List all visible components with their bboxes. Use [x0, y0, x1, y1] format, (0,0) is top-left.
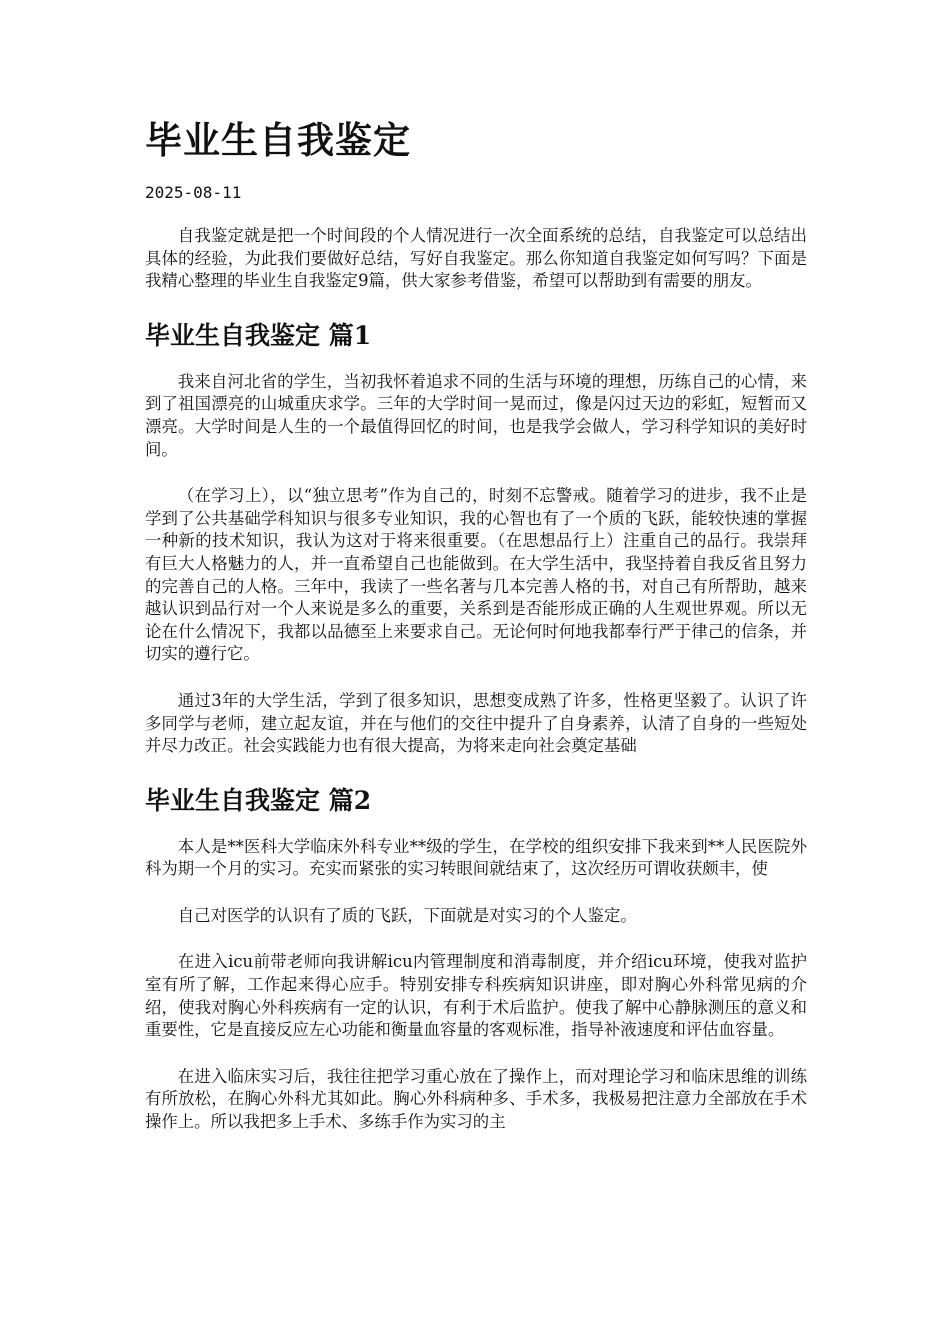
section-heading: 毕业生自我鉴定 篇2	[145, 785, 372, 815]
section-paragraph: 在进入临床实习后，我往往把学习重心放在了操作上，而对理论学习和临床思维的训练有所放松，在胸心外科尤其如此。胸心外科病种多、手术多，我极易把注意力全部放在手术操作上。所以我把多上手术、多练手作为实习的主	[145, 1066, 807, 1132]
intro-paragraph: 自我鉴定就是把一个时间段的个人情况进行一次全面系统的总结，自我鉴定可以总结出具体的经验，为此我们要做好总结，写好自我鉴定。那么你知道自我鉴定如何写吗？下面是我精心整理的毕业生自我鉴定9篇，供大家参考借鉴，希望可以帮助到有需要的朋友。	[145, 226, 807, 291]
document-title: 毕业生自我鉴定	[145, 118, 411, 162]
section-2	[145, 782, 807, 1134]
document-date: 2025-08-11	[145, 183, 242, 202]
section-1	[145, 317, 807, 758]
section-paragraph: 本人是**医科大学临床外科专业**级的学生，在学校的组织安排下我来到**人民医院外科为期一个月的实习。充实而紧张的实习转眼间就结束了，这次经历可谓收获颇丰，使	[145, 836, 807, 879]
document-body	[145, 225, 807, 1158]
section-paragraph: 在进入icu前带老师向我讲解icu内管理制度和消毒制度，并介绍icu环境，使我对监护室有所了解，工作起来得心应手。特别安排专科疾病知识讲座，即对胸心外科常见病的介绍，使我对胸心外科疾病有一定的认识，有利于术后监护。使我了解中心静脉测压的意义和重要性，它是直接反应左心功能和衡量血容量的客观标准，指导补液速度和评估血容量。	[145, 952, 807, 1040]
section-paragraph: 通过3年的大学生活，学到了很多知识，思想变成熟了许多，性格更坚毅了。认识了许多同学与老师，建立起友谊，并在与他们的交往中提升了自身素养，认清了自身的一些短处并尽力改正。社会实践能力也有很大提高，为将来走向社会奠定基础	[145, 690, 807, 756]
section-heading: 毕业生自我鉴定 篇1	[145, 320, 372, 350]
section-paragraph: 我来自河北省的学生，当初我怀着追求不同的生活与环境的理想，历练自己的心情，来到了祖国漂亮的山城重庆求学。三年的大学时间一晃而过，像是闪过天边的彩虹，短暂而又漂亮。大学时间是人生的一个最值得回忆的时间，也是我学会做人，学习科学知识的美好时间。	[145, 371, 807, 459]
section-paragraph: （在学习上），以“独立思考”作为自己的，时刻不忘警戒。随着学习的进步，我不止是学到了公共基础学科知识与很多专业知识，我的心智也有了一个质的飞跃，能较快速的掌握一种新的技术知识，我认为这对于将来很重要。（在思想品行上）注重自己的品行。我崇拜有巨大人格魅力的人，并一直希望自己也能做到。在大学生活中，我坚持着自我反省且努力的完善自己的人格。三年中，我读了一些名著与几本完善人格的书，对自己有所帮助，越来越认识到品行对一个人来说是多么的重要，关系到是否能形成正确的人生观世界观。所以无论在什么情况下，我都以品德至上来要求自己。无论何时何地我都奉行严于律己的信条，并切实的遵行它。	[145, 486, 807, 664]
section-paragraph: 自己对医学的认识有了质的飞跃，下面就是对实习的个人鉴定。	[177, 905, 637, 925]
